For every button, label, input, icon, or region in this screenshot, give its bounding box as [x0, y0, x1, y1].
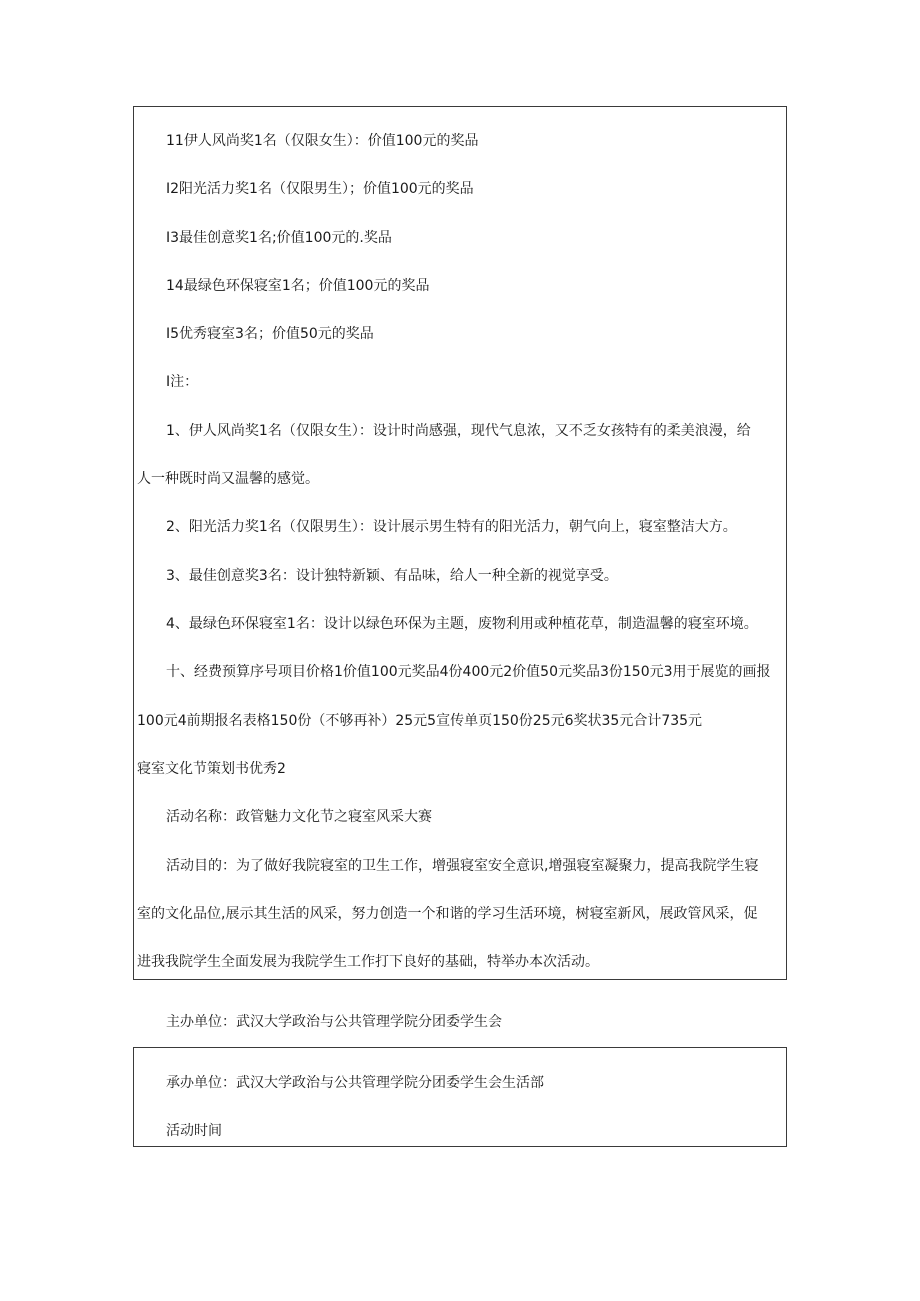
text-line: 十、经费预算序号项目价格1价值100元奖品4份400元2价值50元奖品3份150元3用于展览的画报 [166, 664, 771, 680]
text-line: 3、最佳创意奖3名：设计独特新颖、有品味，给人一种全新的视觉享受。 [166, 568, 618, 584]
text-line: 4、最绿色环保寝室1名：设计以绿色环保为主题，废物利用或种植花草，制造温馨的寝室环境。 [166, 616, 758, 632]
text-line: 14最绿色环保寝室1名；价值100元的奖品 [166, 278, 430, 294]
time-line: 活动时间 [166, 1123, 222, 1139]
organizer-line: 承办单位：武汉大学政治与公共管理学院分团委学生会生活部 [166, 1075, 544, 1091]
text-line: 进我我院学生全面发展为我院学生工作打下良好的基础，特举办本次活动。 [137, 954, 599, 970]
text-line: I3最佳创意奖1名;价值100元的.奖品 [166, 230, 392, 246]
text-line: I注： [166, 374, 199, 390]
host-line: 主办单位：武汉大学政治与公共管理学院分团委学生会 [166, 1014, 502, 1030]
text-line: 活动名称：政管魅力文化节之寝室风采大赛 [166, 809, 432, 825]
text-line: 11伊人风尚奖1名（仅限女生）：价值100元的奖品 [166, 133, 479, 149]
content-box-2 [133, 1047, 787, 1147]
section-heading: 寝室文化节策划书优秀2 [137, 761, 286, 777]
text-line: 人一种既时尚又温馨的感觉。 [137, 471, 319, 487]
text-line: 100元4前期报名表格150份（不够再补）25元5宣传单页150份25元6奖状35元合计735元 [137, 713, 703, 729]
text-line: I2阳光活力奖1名（仅限男生）；价值100元的奖品 [166, 181, 474, 197]
text-line: 1、伊人风尚奖1名（仅限女生）：设计时尚感强，现代气息浓，又不乏女孩特有的柔美浪漫，给 [166, 423, 751, 439]
text-line: 活动目的：为了做好我院寝室的卫生工作，增强寝室安全意识,增强寝室凝聚力，提高我院学生寝 [166, 858, 759, 874]
text-line: I5优秀寝室3名；价值50元的奖品 [166, 326, 374, 342]
text-line: 室的文化品位,展示其生活的风采，努力创造一个和谐的学习生活环境，树寝室新风，展政管风采，促 [137, 906, 758, 922]
text-line: 2、阳光活力奖1名（仅限男生）：设计展示男生特有的阳光活力，朝气向上，寝室整洁大方。 [166, 519, 737, 535]
